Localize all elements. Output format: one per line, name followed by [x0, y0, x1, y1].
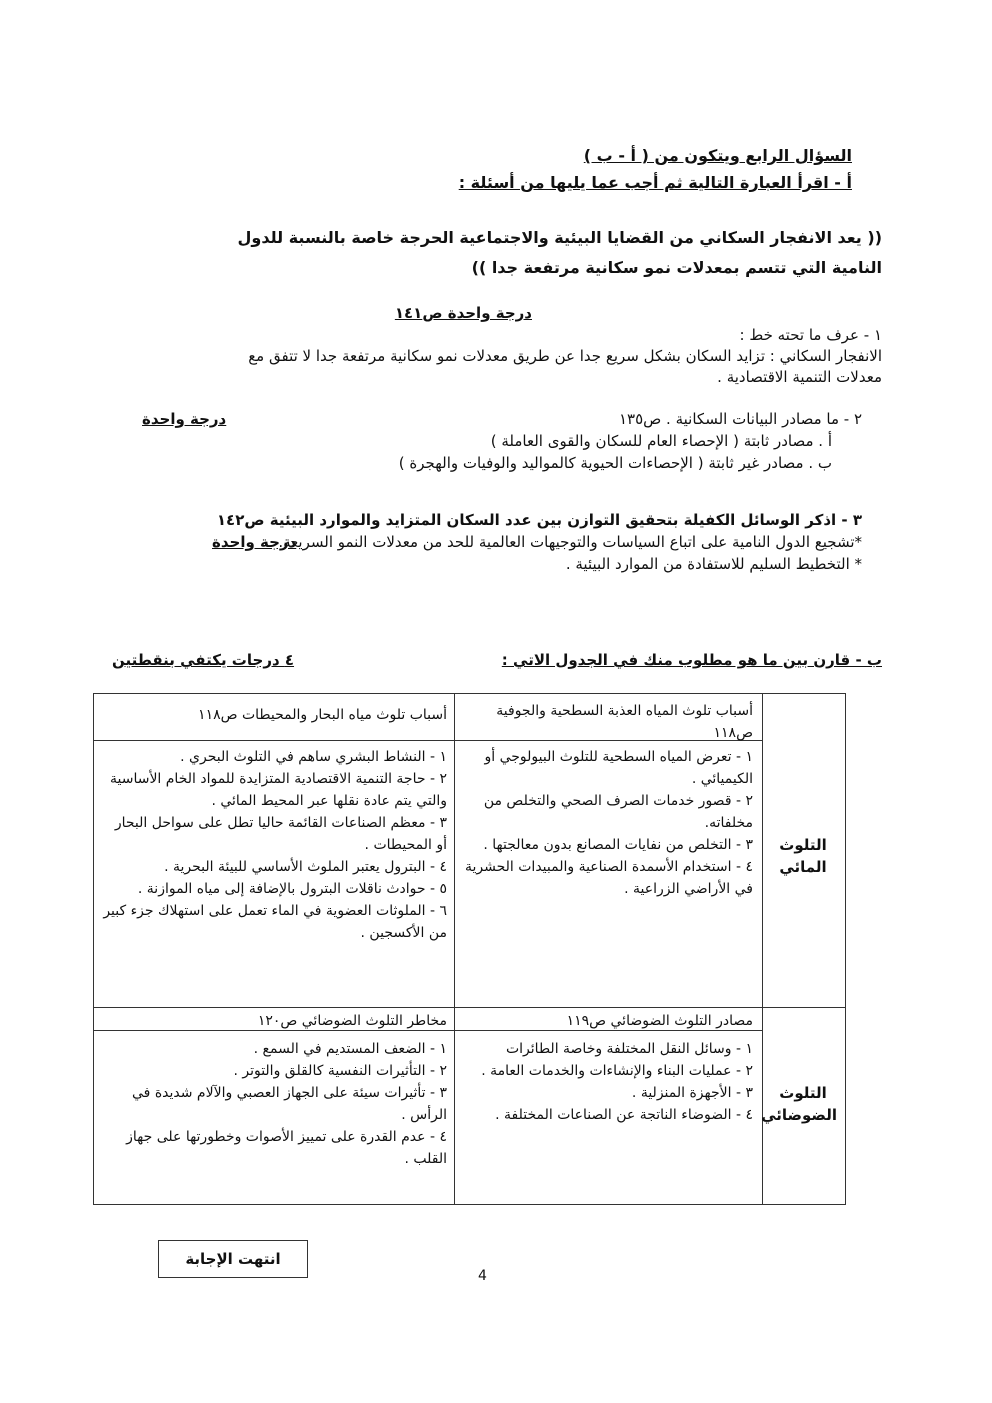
table-divider-row — [94, 1007, 845, 1008]
part-b-instruction: ب - قارن بين ما هو مطلوب منك في الجدول الاتي : — [501, 651, 882, 669]
water-left-item: ٦ - الملوثات العضوية في الماء تعمل على استهلاك جزء كبير من الأكسجين . — [103, 903, 447, 941]
sub2-item-a: أ . مصادر ثابتة ( الإحصاء العام للسكان والقوى العاملة ) — [490, 432, 832, 450]
noise-right-item: ٤ - الضوضاء الناتجة عن الصناعات المختلفة . — [495, 1107, 753, 1123]
sub2-score: درجة واحدة — [142, 410, 227, 428]
water-right-item: ٢ - قصور خدمات الصرف الصحي والتخلص من مخلفاته. — [483, 793, 753, 831]
water-right-item: ١ - تعرض المياه السطحية للتلوث البيولوجي أو الكيميائي . — [484, 749, 753, 787]
part-b — [112, 651, 882, 669]
noise-right-item: ٢ - عمليات البناء والإنشاءات والخدمات العامة . — [481, 1063, 753, 1079]
table-divider-category — [762, 694, 763, 1204]
water-right-item: ٣ - التخلص من نفايات المصانع بدون معالجتها . — [483, 837, 753, 853]
water-right-list — [453, 746, 753, 900]
water-left-item: ٤ - البترول يعتبر الملوث الأساسي للبيئة البحرية . — [164, 859, 447, 875]
water-left-item: ١ - النشاط البشري ساهم في التلوث البحري . — [180, 749, 447, 765]
sub3-answer-line-2: * التخطيط السليم للاستفادة من الموارد البيئية . — [565, 555, 862, 573]
water-left-item: ٥ - حوادث ناقلات البترول بالإضافة إلى مياه الموازنة . — [137, 881, 447, 897]
comparison-table — [93, 693, 846, 1205]
end-of-answer-box: انتهت الإجابة — [158, 1240, 308, 1278]
noise-left-item: ٤ - عدم القدرة على تمييز الأصوات وخطورتها على جهاز القلب . — [126, 1129, 447, 1167]
noise-left-header: مخاطر التلوث الضوضائي ص١٢٠ — [257, 1013, 447, 1029]
noise-left-item: ٣ - تأثيرات سيئة على الجهاز العصبي والآلام شديدة في الرأس . — [132, 1085, 447, 1123]
water-left-list — [101, 746, 447, 944]
sub3-answer-line-1: *تشجيع الدول النامية على اتباع السياسات والتوجيهات العالمية للحد من معدلات النمو السريعة. — [278, 533, 862, 551]
noise-left-item: ٢ - التأثيرات النفسية كالقلق والتوتر . — [233, 1063, 447, 1079]
water-left-item: ٣ - معظم الصناعات القائمة حاليا تطل على سواحل البحار أو المحيطات . — [114, 815, 447, 853]
water-left-item: ٢ - حاجة التنمية الاقتصادية المتزايدة للمواد الخام الأساسية والتي يتم عادة نقلها عبر المحيط المائي . — [109, 771, 447, 809]
noise-right-header: مصادر التلوث الضوضائي ص١١٩ — [566, 1013, 753, 1029]
sub-question-2 — [142, 408, 862, 474]
noise-left-item: ١ - الضعف المستديم في السمع . — [253, 1041, 447, 1057]
sub1-score: درجة واحدة ص١٤١ — [394, 304, 532, 322]
water-left-header: أسباب تلوث مياه البحار والمحيطات ص١١٨ — [198, 707, 447, 723]
noise-right-item: ٣ - الأجهزة المنزلية . — [631, 1085, 753, 1101]
noise-category-label: التلوث الضوضائي — [761, 1084, 837, 1124]
quote-line-2: النامية التي تتسم بمعدلات نمو سكانية مرتفعة جدا )) — [471, 258, 882, 277]
page-number: 4 — [478, 1268, 487, 1284]
sub-question-1 — [122, 303, 882, 388]
sub2-question: ٢ - ما مصادر البيانات السكانية . ص١٣٥ — [618, 410, 862, 428]
sub-question-3 — [122, 509, 862, 595]
sub3-question: ٣ - اذكر الوسائل الكفيلة بتحقيق التوازن بين عدد السكان المتزايد والموارد البيئية ص١٤٢ — [216, 511, 862, 529]
noise-right-item: ١ - وسائل النقل المختلفة وخاصة الطائرات — [505, 1041, 753, 1057]
question-heading: السؤال الرابع ويتكون من ( أ - ب ) — [583, 146, 852, 165]
noise-right-list — [453, 1038, 753, 1126]
sub2-item-b: ب . مصادر غير ثابتة ( الإحصاءات الحيوية كالمواليد والوفيات والهجرة ) — [398, 454, 832, 472]
quote-block — [182, 223, 882, 283]
quote-line-1: (( يعد الانفجار السكاني من القضايا البيئية والاجتماعية الحرجة خاصة بالنسبة للدول — [237, 228, 882, 247]
sub1-answer-line-1: الانفجار السكاني : تزايد السكان بشكل سريع جدا عن طريق معدلات نمو سكانية مرتفعة جدا لا تتفق مع — [248, 347, 882, 365]
sub1-answer-line-2: معدلات التنمية الاقتصادية . — [717, 368, 882, 386]
part-a-instruction: أ - اقرأ العبارة التالية ثم أجب عما يليها من أسئلة : — [458, 173, 852, 192]
noise-left-list — [101, 1038, 447, 1170]
part-b-score: ٤ درجات يكتفي بنقطتين — [112, 651, 295, 669]
sub3-score: درجة واحدة — [212, 533, 297, 551]
sub1-question: ١ - عرف ما تحته خط : — [739, 326, 882, 344]
water-category-label: التلوث المائي — [779, 836, 827, 876]
water-right-item: ٤ - استخدام الأسمدة الصناعية والمبيدات الحشرية في الأراضي الزراعية . — [464, 859, 753, 897]
water-right-header: أسباب تلوث المياه العذبة السطحية والجوفية ص١١٨ — [496, 703, 753, 741]
